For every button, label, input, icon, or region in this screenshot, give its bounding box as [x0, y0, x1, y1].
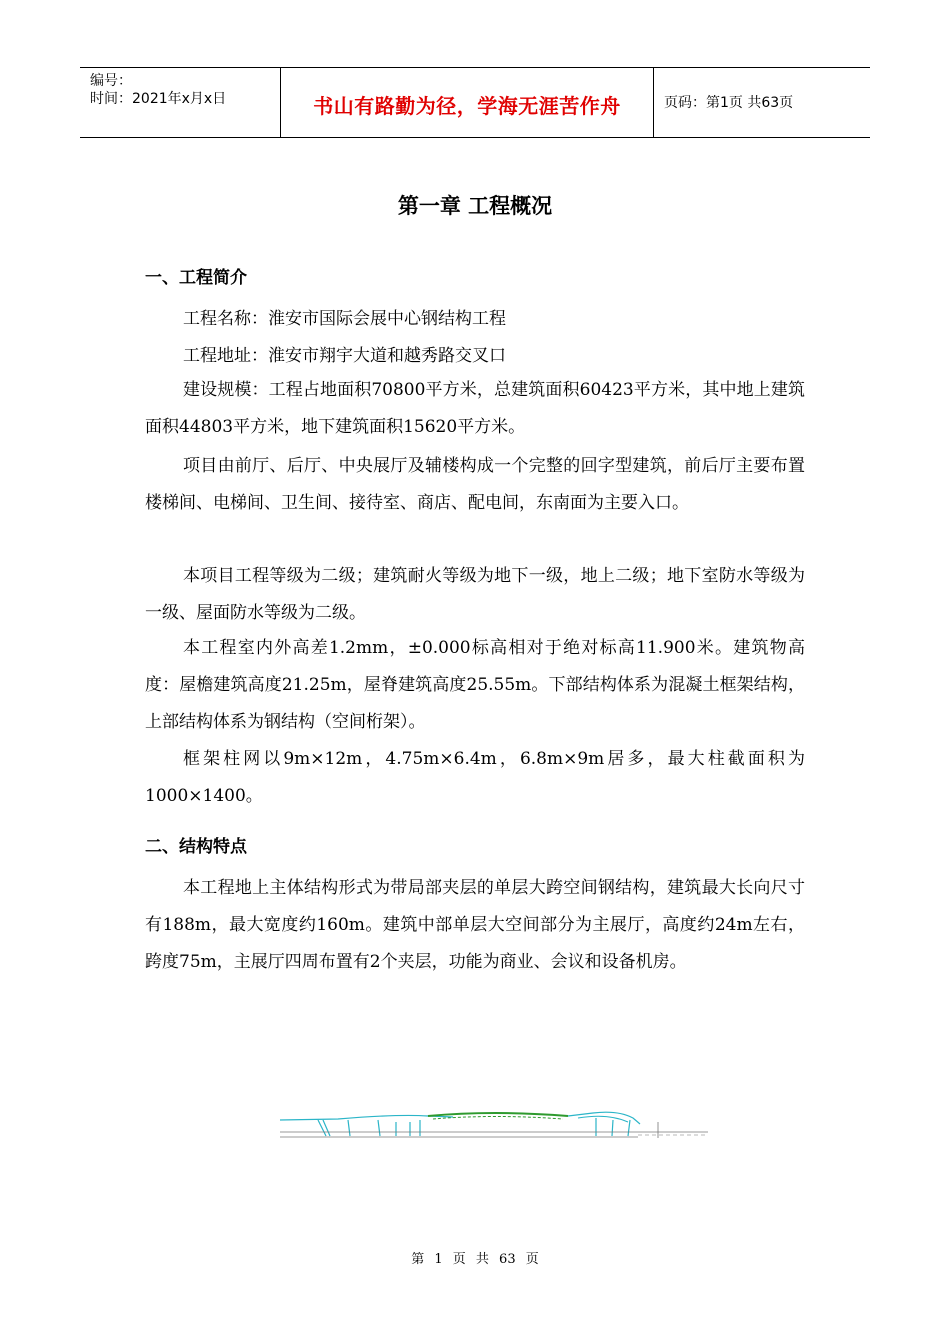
support-columns — [318, 1118, 630, 1136]
ground-line — [280, 1122, 708, 1138]
header-motto: 书山有路勤为径，学海无涯苦作舟 — [313, 94, 621, 118]
paragraph-construction-scale: 建设规模：工程占地面积70800平方米，总建筑面积60423平方米，其中地上建筑面积44803平方米，地下建筑面积15620平方米。 — [145, 380, 805, 437]
header-page-number: 页码：第1页 共63页 — [664, 95, 794, 111]
paragraph-elevation-structure: 本工程室内外高差1.2mm，±0.000标高相对于绝对标高11.900米。建筑物高度：屋檐建筑高度21.25m，屋脊建筑高度25.55m。下部结构体系为混凝土框架结构，上部结构体系为钢结构（空间桁架）。 — [145, 638, 805, 732]
page-header — [80, 67, 870, 138]
paragraph-structure-features: 本工程地上主体结构形式为带局部夹层的单层大跨空间钢结构，建筑最大长向尺寸有188m，最大宽度约160m。建筑中部单层大空间部分为主展厅，高度约24m左右，跨度75m，主展厅四周布置有2个夹层，功能为商业、会议和设备机房。 — [145, 878, 805, 972]
page-footer: 第 1 页 共 63 页 — [411, 1252, 539, 1267]
paragraph-project-name: 工程名称：淮安市国际会展中心钢结构工程 — [183, 309, 506, 329]
header-page-cell — [654, 68, 870, 137]
section-heading-overview: 一、工程简介 — [145, 268, 247, 288]
document-number-label: 编号： — [90, 73, 132, 89]
header-motto-cell — [281, 68, 654, 137]
paragraph-column-grid: 框架柱网以9m×12m，4.75m×6.4m，6.8m×9m居多，最大柱截面积为1000×1400。 — [145, 749, 805, 806]
paragraph-building-layout: 项目由前厅、后厅、中央展厅及辅楼构成一个完整的回字型建筑，前后厅主要布置楼梯间、电梯间、卫生间、接待室、商店、配电间，东南面为主要入口。 — [145, 456, 805, 513]
roof-truss-profile — [280, 1112, 640, 1124]
section-heading-structure: 二、结构特点 — [145, 837, 247, 857]
document-date-label: 时间：2021年x月x日 — [90, 91, 227, 107]
chapter-title: 第一章 工程概况 — [397, 194, 553, 218]
building-section-drawing — [278, 1108, 713, 1142]
paragraph-project-address: 工程地址：淮安市翔宇大道和越秀路交叉口 — [183, 346, 506, 366]
header-meta-cell — [80, 68, 281, 137]
paragraph-grade-levels: 本项目工程等级为二级；建筑耐火等级为地下一级，地上二级；地下室防水等级为一级、屋面防水等级为二级。 — [145, 566, 805, 623]
